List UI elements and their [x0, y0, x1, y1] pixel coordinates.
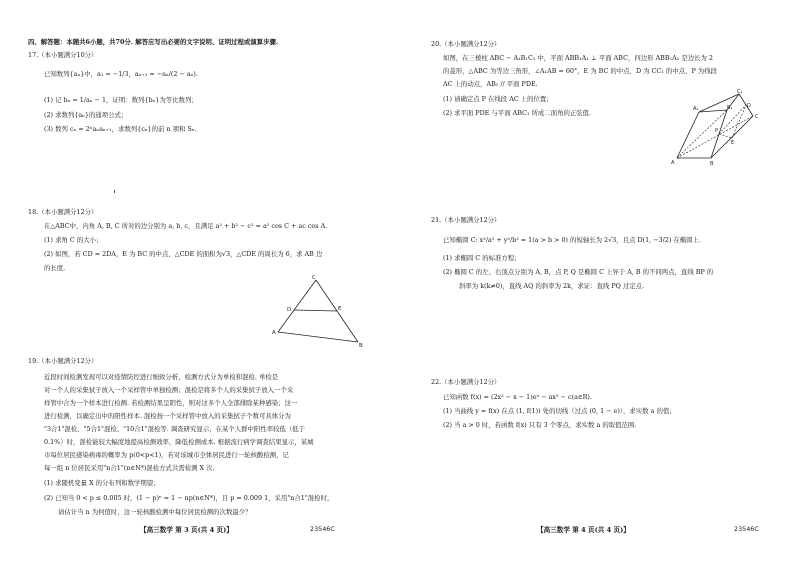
q21-line4: 斜率为 k(k≠0)，直线 AQ 的斜率为 2k，求证：直线 PQ 过定点.: [459, 282, 645, 290]
q18-line1: 在△ABC中，内角 A, B, C 所对的边分别为 a, b, c，且满足 a² + b² − c² = a² cos C + ac cos A.: [44, 222, 328, 230]
q18-line3: (2) 如图，若 CD = 2DA，E 为 BC 的中点，△CDE 的面积为√3，△CDE 的周长为 6，求 AB 边: [44, 250, 323, 258]
q19-line: 近段时间检测发现可以对疫情防控进行细致分析，检测方式分为单检和混检. 单检是: [44, 373, 279, 381]
edge-ab: [278, 332, 358, 342]
label-a1: A₁: [693, 106, 699, 112]
q19-line: 0.1%）时，混检能较大幅度地提高检测效率，降低检测成本. 根据流行病学调查结果显示，某城: [44, 438, 314, 446]
edge-aa1: [677, 112, 699, 158]
q18-header: 18.（本小题满分12分）: [28, 208, 98, 216]
label-e: E: [338, 306, 342, 312]
q20-line: 如图，在三棱柱 ABC − A₁B₁C₁ 中，平面 ABB₁A₁ ⊥ 平面 ABC，四边形 ABB₁A₁ 是边长为 2: [443, 54, 713, 62]
label-a: A: [272, 330, 276, 336]
q17-line4: (3) 数列 cₙ = 2ⁿaₙaₙ₊₁，求数列{cₙ}的前 n 项和 Sₙ.: [44, 125, 197, 133]
label-a: A: [671, 160, 675, 166]
q22-line2: (1) 当曲线 y = f(x) 在点 (1, f(1)) 处的切线（过点 (0, 1 − e)），求实数 a 的值；: [443, 407, 676, 415]
label-c: C: [312, 275, 316, 281]
q18-triangle-figure: [270, 272, 370, 350]
q19-line: 对一个人的采集拭子放入一个采样管中单独检测；混检是将多个人的采集拭子放入一个采: [44, 386, 294, 394]
hidden-segment-ed: [732, 105, 746, 138]
exam-code-right: 23546C: [734, 525, 759, 533]
hidden-segment-pe: [719, 134, 732, 138]
label-c: C: [755, 114, 759, 120]
edge-bc: [711, 116, 753, 158]
q19-part1: (1) 求随机变量 X 的分布列和数学期望；: [44, 479, 160, 487]
exam-code-left: 23546C: [310, 525, 335, 533]
edge-ca: [278, 280, 316, 332]
q20-line: AC 上的动点，AB₁ // 平面 PDE.: [443, 80, 538, 88]
q19-line: 进行检测，以确定出中的阳性样本. 混检按一个采样管中放入的采集拭子个数可具体分为: [44, 412, 291, 420]
label-b1: B₁: [727, 105, 733, 111]
q17-line3: (2) 求数列{aₙ}的通项公式；: [44, 111, 128, 119]
q21-line3: (2) 椭圆 C 的左、右顶点分别为 A, B，点 P, Q 是椭圆 C 上异于 A, B 的不同两点，直线 BP 的: [443, 268, 714, 276]
q18-line2: (1) 求角 C 的大小；: [44, 236, 103, 244]
q19-line: 样管中合为一个样本进行检测. 若检测结果呈阴性，则对这多个人全部排除某种感染；这一: [44, 399, 298, 407]
stray-mark: [114, 190, 115, 193]
hidden-edge-ac: [677, 116, 753, 158]
q19-part3: 请估计当 n 为何值时，这一轮核酸检测中每位居民检测的次数最少？: [58, 508, 252, 516]
footer-page-3: 【高三数学 第 3 页(共 4 页)】: [140, 526, 233, 534]
q17-line1: 已知数列{aₙ}中，a₁ = −1/3，aₙ₊₁ = −aₙ/(2 − aₙ).: [44, 70, 198, 78]
q21-header: 21.（本小题满分12分）: [431, 216, 501, 224]
q19-line: "3合1"混检、"5合1"混检、"10合1"混检等. 调查研究显示，在某个人群中阳性率较低（低于: [44, 425, 306, 433]
q20-line: 的菱形，△ABC 为等边三角形，∠A₁AB = 60°，E 为 BC 的中点，D 为 CC₁ 的中点，P 为线段: [443, 67, 717, 75]
q19-part2: (2) 已知当 0 < p ≤ 0.005 时，(1 − p)ⁿ ≈ 1 − np(n∈N*)，且 p = 0.009 1，采用"n合1"混检时，: [44, 494, 334, 502]
segment-de: [294, 310, 337, 311]
q19-header: 19.（本小题满分12分）: [28, 357, 98, 365]
label-b: B: [710, 161, 714, 167]
q21-line1: 已知椭圆 C: x²/a² + y²/b² = 1(a > b > 0) 的短轴长为 2√3，且点 D(1, −3/2) 在椭圆上.: [443, 236, 701, 244]
q20-header: 20.（本小题满分12分）: [431, 40, 501, 48]
label-d: D: [287, 307, 292, 313]
q22-header: 22.（本小题满分12分）: [431, 378, 501, 386]
q22-line3: (2) 当 a > 0 时，若函数 f(x) 只有 3 个零点，求实数 a 的取值范围.: [443, 421, 637, 429]
hidden-segment-pd: [719, 105, 746, 134]
edge-a1c1: [699, 94, 739, 112]
label-e: E: [731, 140, 735, 146]
label-c1: C₁: [737, 89, 743, 95]
label-p: P: [715, 128, 719, 134]
label-b: B: [359, 343, 363, 349]
q18-line4: 的长度.: [44, 264, 66, 272]
page-4: [397, 0, 794, 565]
q17-header: 17.（本小题满分10分）: [28, 51, 98, 59]
q20-prism-figure: [667, 88, 767, 168]
q19-line: 市每位居民感染病毒的概率为 p(0<p<1)，若对该城市全体居民进行一轮核酸检测，记: [44, 451, 289, 459]
label-d: D: [747, 103, 751, 109]
q20-part2: (2) 求平面 PDE 与平面 ABC₁ 所成二面角的正弦值.: [443, 109, 592, 117]
section-title: 四、解答题：本题共6小题，共70分. 解答应写出必要的文字说明、证明过程或演算步骤.: [28, 38, 279, 46]
q19-line: 每一组 n 位居民采用"n合1"(n∈N*)混检方式共需检测 X 次.: [44, 464, 215, 472]
q22-line1: 已知函数 f(x) = (2x² − x − 1)eˣ − ax² − c(a∈R).: [443, 393, 592, 401]
footer-page-4: 【高三数学 第 4 页(共 4 页)】: [537, 526, 630, 534]
q20-part1: (1) 请确定点 P 在线段 AC 上的位置；: [443, 95, 553, 103]
q21-line2: (1) 求椭圆 C 的标准方程；: [443, 254, 521, 262]
q17-line2: (1) 记 bₙ = 1/aₙ − 1，证明：数列{bₙ}为等比数列；: [44, 96, 198, 104]
